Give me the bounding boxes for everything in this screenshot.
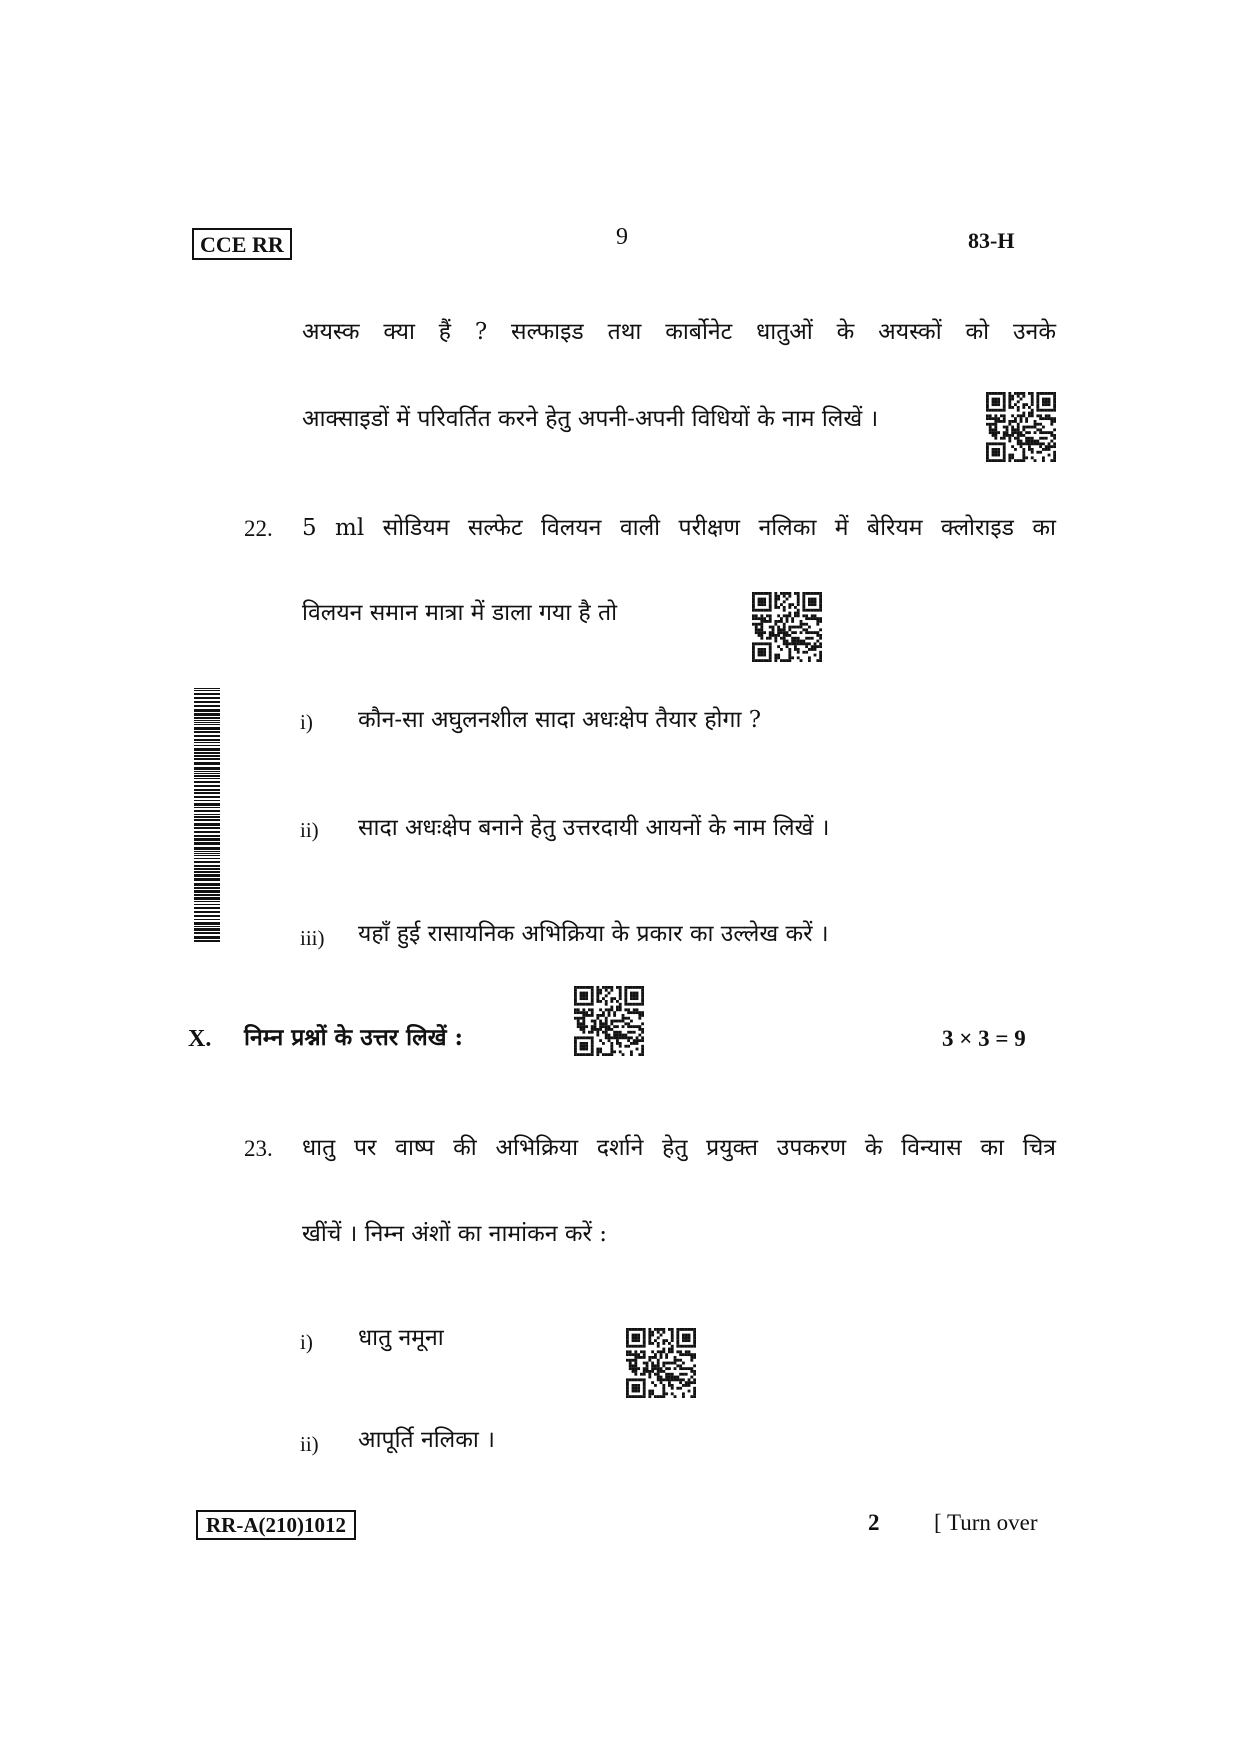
q22-part-ii-label: ii) [300,818,319,842]
q21-line-1: अयस्क क्या हैं ? सल्फाइड तथा कार्बोनेट धातुओं के अयस्कों को उनके [302,319,1056,345]
section-marks: 3 × 3 = 9 [942,1026,1026,1051]
q23-part-ii-text: आपूर्ति नलिका । [358,1427,495,1453]
q22-part-i-text: कौन-सा अघुलनशील सादा अधःक्षेप तैयार होगा ? [358,707,762,733]
q22-number: 22. [244,516,273,541]
page-number: 9 [616,224,628,250]
q23-part-ii-label: ii) [300,1432,319,1456]
q23-line-1: धातु पर वाष्प की अभिक्रिया दर्शाने हेतु प्रयुक्त उपकरण के विन्यास का चित्र [302,1135,1056,1161]
footer-code: RR-A(210)1012 [206,1513,346,1537]
q23-line-2: खींचें । निम्न अंशों का नामांकन करें : [302,1221,607,1247]
sheet-number: 2 [868,1510,880,1535]
q23-part-i-text: धातु नमूना [358,1325,444,1351]
qr-code-icon [574,986,644,1056]
section-title: निम्न प्रश्नों के उत्तर लिखें : [244,1024,464,1051]
q22-part-iii-text: यहाँ हुई रासायनिक अभिक्रिया के प्रकार का उल्लेख करें । [358,921,829,947]
qr-code-icon [752,592,822,662]
turn-over-note: [ Turn over [934,1510,1038,1535]
q22-line-1: 5 ml सोडियम सल्फेट विलयन वाली परीक्षण नलिका में बेरियम क्लोराइड का [302,515,1056,541]
section-label: X. [188,1026,212,1052]
q22-part-iii-label: iii) [300,926,325,950]
q22-part-ii-text: सादा अधःक्षेप बनाने हेतु उत्तरदायी आयनों के नाम लिखें । [358,815,830,841]
paper-code-box [192,228,292,260]
qr-code-icon [986,392,1056,462]
qr-code-icon [626,1328,696,1398]
barcode-icon [194,688,220,944]
subject-code: 83-H [968,228,1015,253]
q21-line-2: आक्साइडों में परिवर्तित करने हेतु अपनी-अपनी विधियों के नाम लिखें । [302,406,879,432]
q23-number: 23. [244,1136,273,1161]
q23-part-i-label: i) [300,1330,313,1354]
q22-part-i-label: i) [300,710,313,734]
paper-code: CCE RR [200,232,284,257]
q22-line-2: विलयन समान मात्रा में डाला गया है तो [302,600,618,626]
footer-code-box [196,1510,356,1540]
